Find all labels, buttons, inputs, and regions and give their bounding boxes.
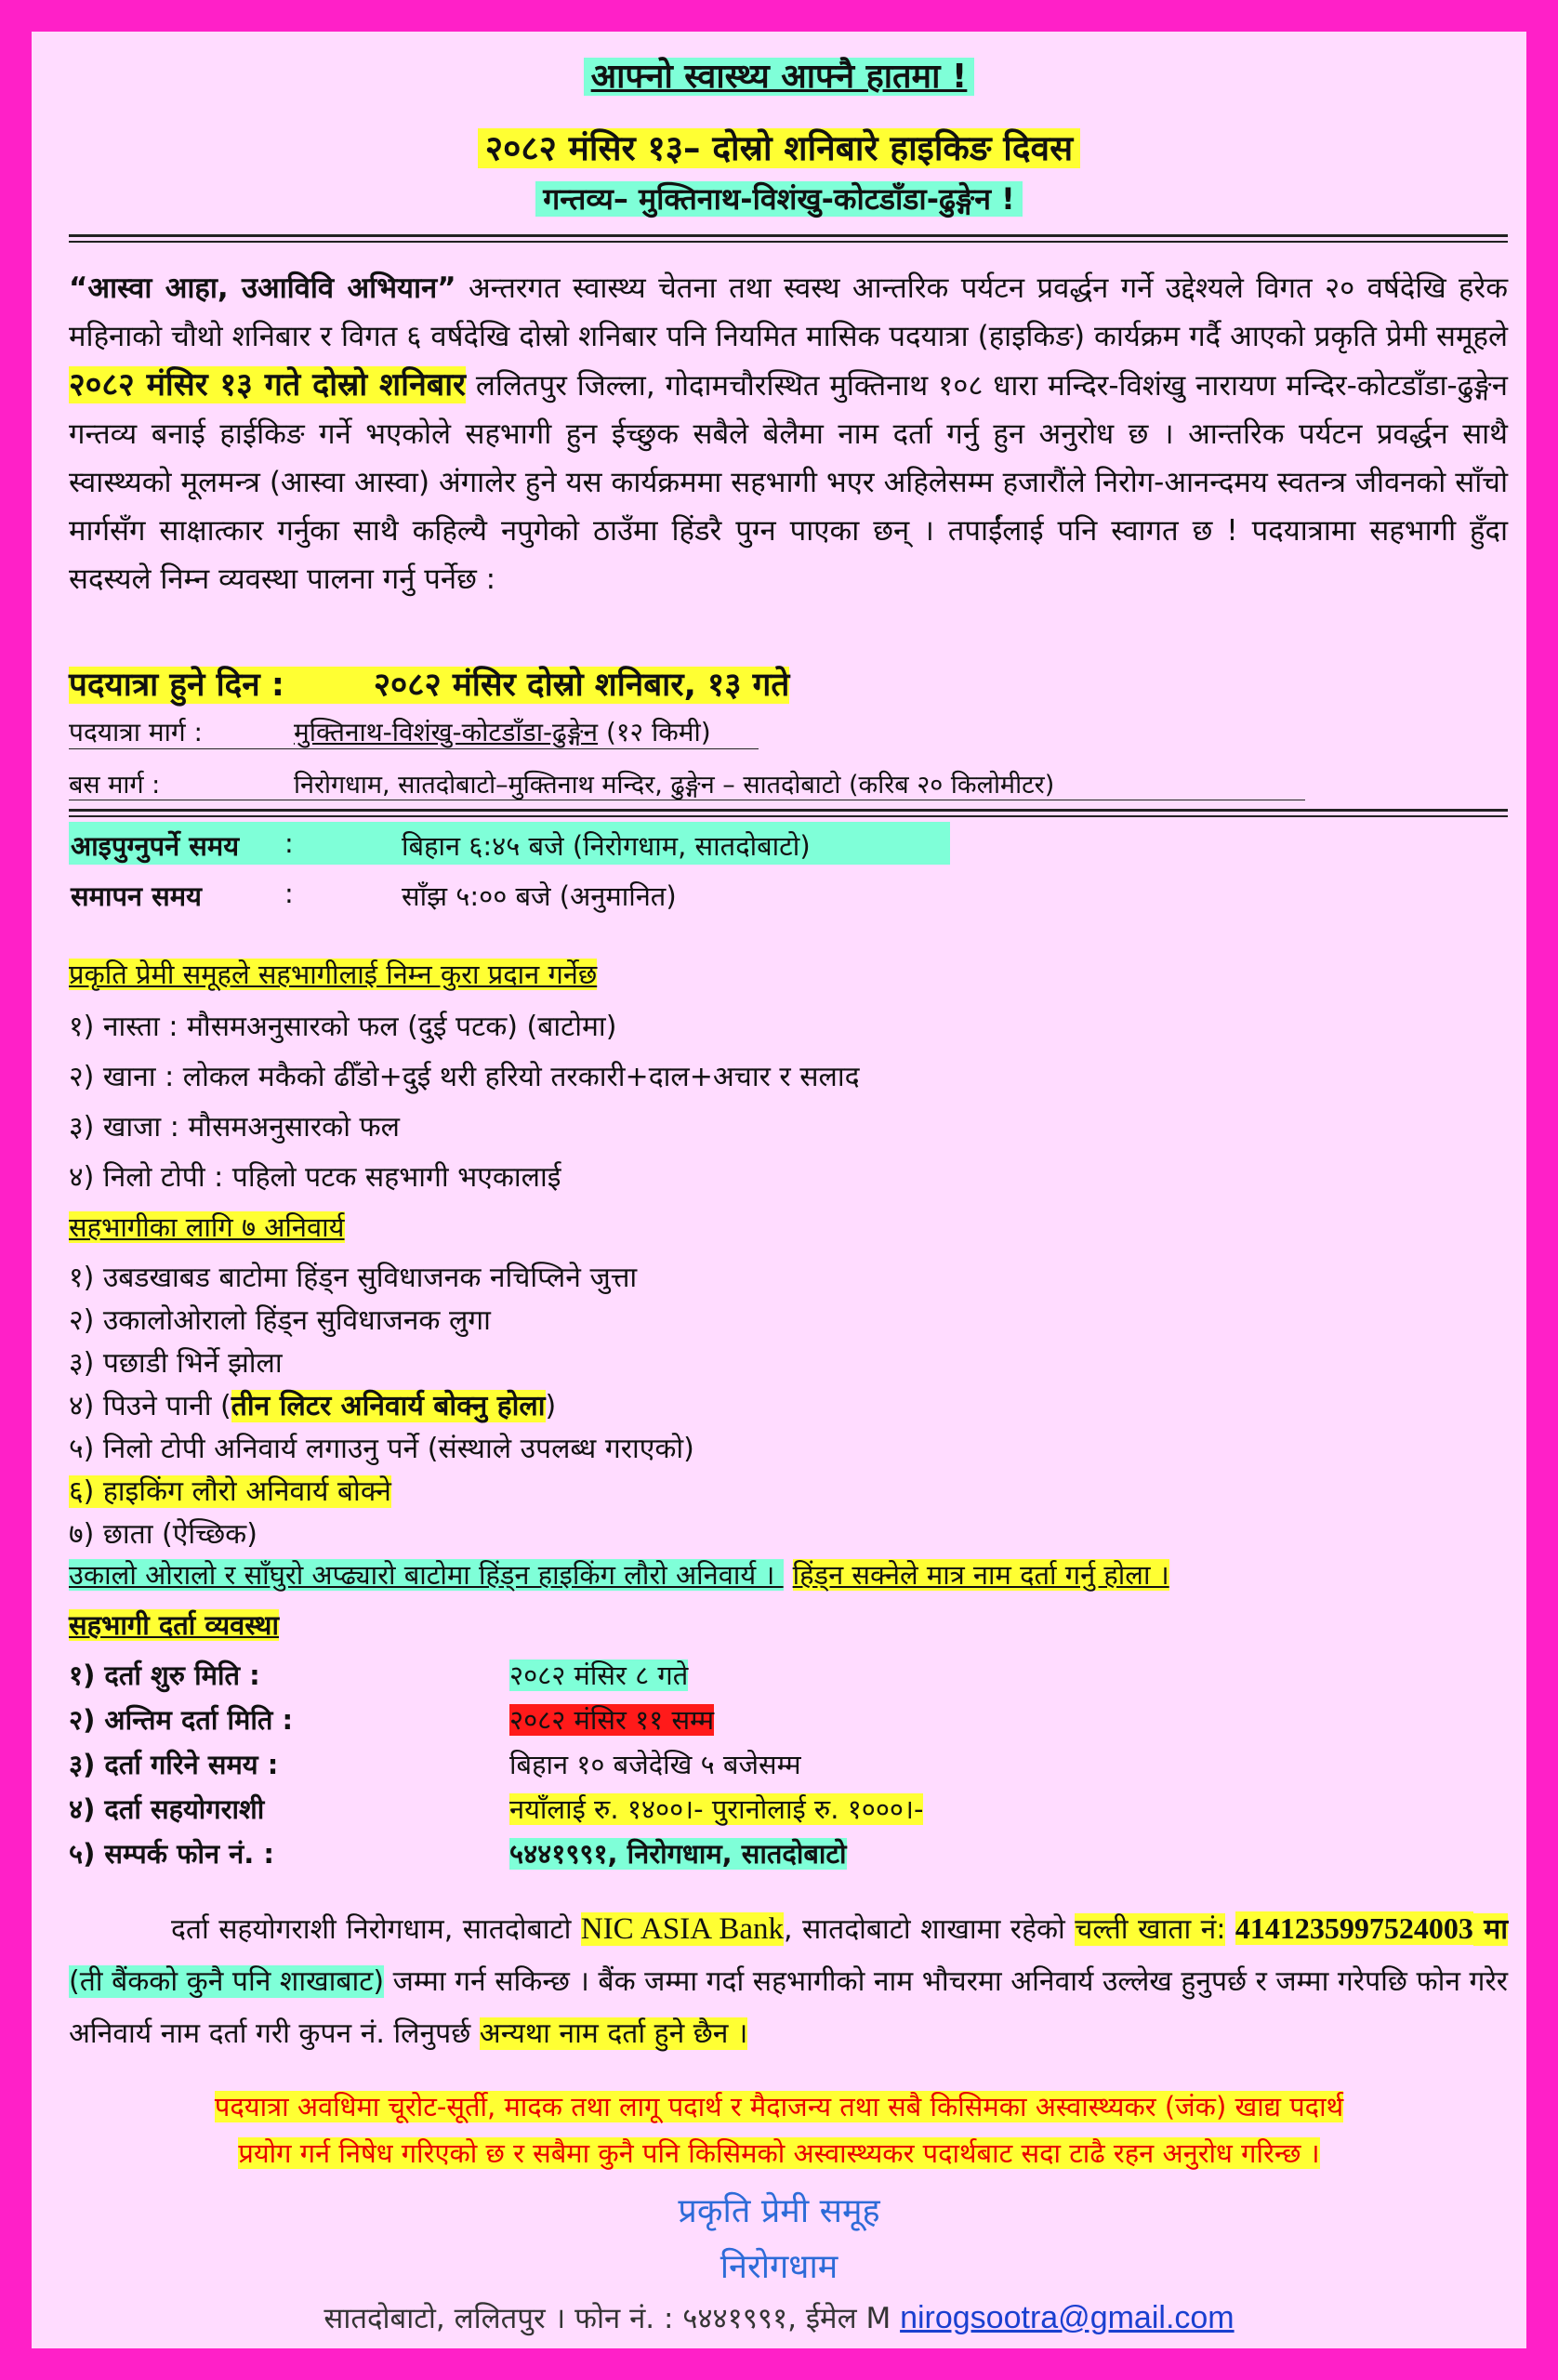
registration-value [509,1701,714,1738]
bank-name: NIC ASIA Bank [580,1912,785,1946]
provides-item: ४) निलो टोपी : पहिलो पटक सहभागी भएकालाई [69,1161,561,1194]
slogan-line [32,52,1526,98]
trip-divider [69,809,1508,817]
registration-label: ४) दर्ता सहयोगराशी [69,1793,265,1825]
required-item: २) उकालोओरालो हिंड्न सुविधाजनक लुगा [69,1304,491,1337]
registration-label: १) दर्ता शुरु मिति : [69,1659,260,1691]
footer-place: निरोगधाम [720,2248,838,2286]
required-item: ५) निलो टोपी अनिवार्य लगाउनु पर्ने (संस्थाले उपलब्ध गराएको) [69,1433,694,1465]
date-title: २०८२ मंसिर १३– दोस्रो शनिबारे हाइकिङ दिवस [478,128,1080,168]
required-heading-wrap [69,1209,345,1245]
intro-highlight-date: २०८२ मंसिर १३ गते दोस्रो शनिबार [69,366,466,403]
stick-highlight: ६) हाइकिंग लौरो अनिवार्य बोक्ने [69,1475,391,1508]
footer-contact [32,2298,1526,2337]
end-value: साँझ ५:०० बजे (अनुमानित) [402,880,677,912]
footer-org: प्रकृति प्रेमी समूह [678,2192,880,2230]
warning-fitness: हिंड्न सक्नेले मात्र नाम दर्ता गर्नु होला । [792,1559,1169,1591]
water-highlight: तीन लिटर अनिवार्य बोक्नु होला [231,1390,546,1422]
footer-contact-text: सातदोबाटो, ललितपुर । फोन नं. : ५४४१९९१, ईमेल M [323,2302,901,2335]
provides-heading-wrap [69,956,597,992]
arrive-label: आइपुग्नुपर्ने समय [71,830,240,862]
provides-item: २) खाना : लोकल मकैको ढीँडो+दुई थरी हरियो तरकारी+दाल+अचार र सलाद [69,1061,860,1093]
arrive-colon: : [284,827,294,859]
provides-item: ३) खाजा : मौसमअनुसारको फल [69,1111,400,1144]
provides-heading: प्रकृति प्रेमी समूहले सहभागीलाई निम्न कुरा प्रदान गर्नेछ [69,959,598,990]
required-item: १) उबडखाबड बाटोमा हिंड्न सुविधाजनक नचिप्लिने जुत्ता [69,1262,638,1294]
notice-line-2: प्रयोग गर्न निषेध गरिएको छ र सबैमा कुनै पनि किसिमको अस्वास्थ्यकर पदार्थबाट सदा टाढै रहन अनुरोध गरिन्छ । [238,2137,1320,2169]
account-label: चल्ती खाता नं: [1075,1913,1226,1946]
flyer-sheet [32,32,1526,2348]
registration-value: बिहान १० बजेदेखि ५ बजेसम्म [509,1749,801,1780]
required-item-water: ४) पिउने पानी (तीन लिटर अनिवार्य बोक्नु होला) [69,1390,557,1422]
destination: गन्तव्य– मुक्तिनाथ-विशंखु-कोटडाँडा-ढुङ्गेन ! [535,181,1023,217]
campaign-name: “आस्वा आहा, उआविवि अभियान” [69,271,456,305]
bus-value: निरोगधाम, सातदोबाटो–मुक्तिनाथ मन्दिर, ढुङ्गेन – सातदोबाटो (करिब २० किलोमीटर) [294,771,1055,800]
required-heading: सहभागीका लागि ७ अनिवार्य [69,1211,345,1243]
registration-label: ३) दर्ता गरिने समय : [69,1749,279,1780]
account-number: 4141235997524003 [1235,1911,1473,1945]
header-divider [69,234,1508,243]
end-label: समापन समय [71,880,202,912]
registration-label: ५) सम्पर्क फोन नं. : [69,1838,274,1870]
required-item: ३) पछाडी भिर्ने झोला [69,1347,283,1380]
registration-label: २) अन्तिम दर्ता मिति : [69,1704,294,1736]
trip-day-label: पदयात्रा हुने दिन : [69,667,290,704]
required-item-stick [69,1471,391,1509]
registration-value: ५४४१९९१, निरोगधाम, सातदोबाटो [509,1838,847,1870]
intro-paragraph [69,264,1508,603]
slogan: आफ्नो स्वास्थ्य आफ्नै हातमा ! [584,58,975,96]
registration-value: नयाँलाई रु. १४००।- पुरानोलाई रु. १०००।- [509,1793,924,1825]
warning-line [69,1556,1169,1593]
required-item: ७) छाता (ऐच्छिक) [69,1518,257,1551]
arrive-value: बिहान ६:४५ बजे (निरोगधाम, सातदोबाटो) [402,830,811,862]
date-title-line [32,123,1526,170]
bank-paragraph: दर्ता सहयोगराशी निरोगधाम, सातदोबाटो NIC ASIA Bank, सातदोबाटो शाखामा रहेको चल्ती खाता नं: 4141235997524003 मा (ती बैंकको कुनै पनि शाखाबाट) जम्मा गर्न सकिन्छ । बैंक जम्मा गर्दा सहभागीको नाम भौचरमा अनिवार्य उल्लेख हुनुपर्छ र जम्मा गरेपछि फोन गरेर अनिवार्य नाम दर्ता गरी कुपन नं. लिनुपर्छ अन्यथा नाम दर्ता हुने छैन । [69,1911,1509,2050]
registration-heading: सहभागी दर्ता व्यवस्था [69,1609,279,1641]
registration-value: २०८२ मंसिर ८ गते [509,1659,689,1691]
trip-day-row [69,662,789,706]
otherwise-note: अन्यथा नाम दर्ता हुने छैन । [479,2017,748,2050]
trip-day-value: २०८२ मंसिर दोस्रो शनिबार, १३ गते [373,667,790,704]
route-row [294,714,711,749]
last-date-highlight: २०८२ मंसिर ११ सम्म [509,1704,715,1736]
intro-text-1: अन्तरगत स्वास्थ्य चेतना तथा स्वस्थ आन्तरिक पर्यटन प्रवर्द्धन गर्ने उद्देश्यले विगत २० वर्षदेखि हरेक महिनाको चौथो शनिबार र विगत ६ वर्षदेखि दोस्रो शनिबार पनि नियमित मासिक पदयात्रा (हाइकिङ) कार्यक्रम गर्दै आएको प्रकृति प्रेमी समूहले [69,271,1509,353]
registration-heading-wrap [69,1606,279,1643]
route-underline [69,748,759,749]
route-km: (१२ किमी) [606,717,711,747]
end-colon: : [284,878,294,909]
provides-item: १) नास्ता : मौसमअनुसारको फल (दुई पटक) (बाटोमा) [69,1011,617,1043]
notice-line-1: पदयात्रा अवधिमा चूरोट-सूर्ती, मादक तथा लागू पदार्थ र मैदाजन्य तथा सबै किसिमका अस्वास्थ्यकर (जंक) खाद्य पदार्थ [214,2091,1344,2122]
route-value: मुक्तिनाथ-विशंखु-कोटडाँडा-ढुङ्गेन [294,717,599,747]
footer-email-link[interactable]: nirogsootra@gmail.com [900,2300,1235,2335]
route-label: पदयात्रा मार्ग : [69,717,203,747]
destination-line [32,178,1526,218]
bus-label: बस मार्ग : [69,771,161,800]
warning-stick: उकालो ओरालो र साँघुरो अप्ढ्यारो बाटोमा हिंड्न हाइकिंग लौरो अनिवार्य । [69,1559,784,1591]
intro-text-2: ललितपुर जिल्ला, गोदामचौरस्थित मुक्तिनाथ १०८ धारा मन्दिर-विशंखु नारायण मन्दिर-कोटडाँडा-ढुङ्गेन गन्तव्य बनाई हाईकिङ गर्ने भएकोले सहभागी हुन ईच्छुक सबैले बेलैमा नाम दर्ता गर्नु हुन अनुरोध छ । आन्तरिक पर्यटन प्रवर्द्धन साथै स्वास्थ्यको मूलमन्त्र (आस्वा आस्वा) अंगालेर हुने यस कार्यक्रममा सहभागी भएर अहिलेसम्म हजारौंले निरोग-आनन्दमय स्वतन्त्र जीवनको साँचो मार्गसँग साक्षात्कार गर्नुका साथै कहिल्यै नपुगेको ठाउँमा हिंडरै पुग्न पाएका छन् । तपाईंलाई पनि स्वागत छ ! पदयात्रामा सहभागी हुँदा सदस्यले निम्न व्यवस्था पालना गर्नु पर्नेछ : [69,369,1508,596]
any-branch-note: (ती बैंकको कुनै पनि शाखाबाट) [69,1965,385,1998]
